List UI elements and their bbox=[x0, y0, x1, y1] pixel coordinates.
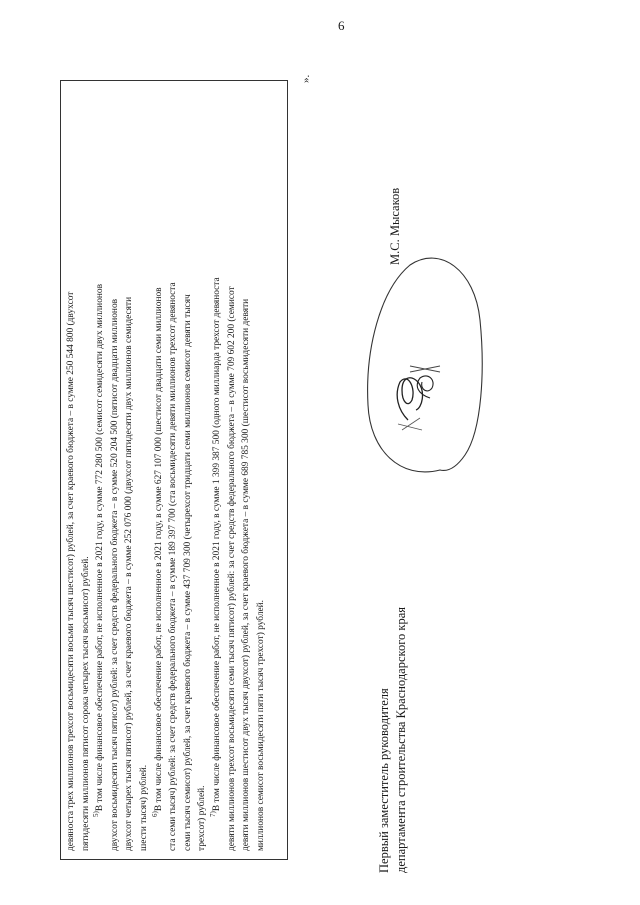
footnote-5 bbox=[93, 89, 108, 851]
footnote-6-line-2: ста семи тысяч) рублей: за счет средств федерального бюджета – в сумме 189 397 700 (ста восьмидесяти девяти миллионов трехсот девяноста bbox=[168, 282, 179, 851]
signer-name: М.С. Мысаков bbox=[388, 187, 402, 265]
footnote-5-marker: 5) bbox=[92, 811, 101, 817]
footnote-6-line-4: трехсот) рублей. bbox=[197, 785, 208, 851]
footnote-intro-line-2: пятидесяти миллионов пятисот сорока четырех тысяч восьмисот) рублей. bbox=[80, 556, 91, 851]
footnote-6-marker: 6) bbox=[150, 811, 159, 817]
signer-title-line-2: департамента строительства Краснодарского края bbox=[394, 606, 408, 873]
footnote-6 bbox=[152, 89, 167, 851]
footnote-7-line-1: В том числе финансовое обеспечение работ, не исполненное в 2021 году, в сумме 1 399 387 500 (одного миллиарда трехсот девяноста bbox=[211, 277, 222, 812]
footnote-7-line-3: девяти миллионов шестисот двух тысяч двухсот) рублей, за счет краевого бюджета – в сумме 689 785 300 (шестисот восьмидесяти девяти bbox=[241, 298, 252, 851]
footnote-5-line-2: двухсот восьмидесяти тысяч пятисот) рублей: за счет средств федерального бюджета – в сумме 520 204 500 (пятисот двадцати миллионов bbox=[109, 298, 120, 851]
signer-title bbox=[376, 353, 410, 873]
footnote-5-line-1: В том числе финансовое обеспечение работ, не исполненное в 2021 году, в сумме 772 280 500 (семисот семидесяти двух миллионов bbox=[95, 283, 106, 812]
footnote-intro-line-1: девяноста трех миллионов трехсот восьмидесяти восьми тысяч шестисот) рублей, за счет краевого бюджета – в сумме 250 544 800 (двухсот bbox=[66, 291, 76, 851]
signer-title-line-1: Первый заместитель руководителя bbox=[377, 688, 391, 873]
footnote-7-line-4: миллионов семисот восьмидесяти пяти тысяч трехсот) рублей. bbox=[255, 599, 266, 851]
footnote-5-line-4: шести тысяч) рублей. bbox=[138, 764, 149, 851]
page-number: 6 bbox=[338, 18, 345, 33]
footnotes-box bbox=[60, 80, 288, 860]
closing-quote: ». bbox=[300, 74, 312, 83]
footnote-6-line-1: В том числе финансовое обеспечение работ, не исполненное в 2021 году, в сумме 627 107 000 (шестисот двадцати семи миллионов bbox=[153, 287, 164, 812]
footnote-7-marker: 7) bbox=[208, 811, 217, 817]
footnote-7 bbox=[210, 89, 225, 851]
footnote-5-line-3: двухсот четырех тысяч пятисот) рублей, за счет краевого бюджета – в сумме 252 076 000 (двухсот пятидесяти двух миллионов семидесяти bbox=[124, 296, 135, 851]
footnote-7-line-2: девяти миллионов трехсот восьмидесяти семи тысяч пятисот) рублей: за счет средств федерального бюджета – в сумме 709 602 200 (семисот bbox=[226, 286, 237, 851]
footnote-6-line-3: семи тысяч семисот) рублей, за счет краевого бюджета – в сумме 437 709 300 (четырехсот тридцати семи миллионов семисот девяти тысяч bbox=[182, 294, 193, 851]
